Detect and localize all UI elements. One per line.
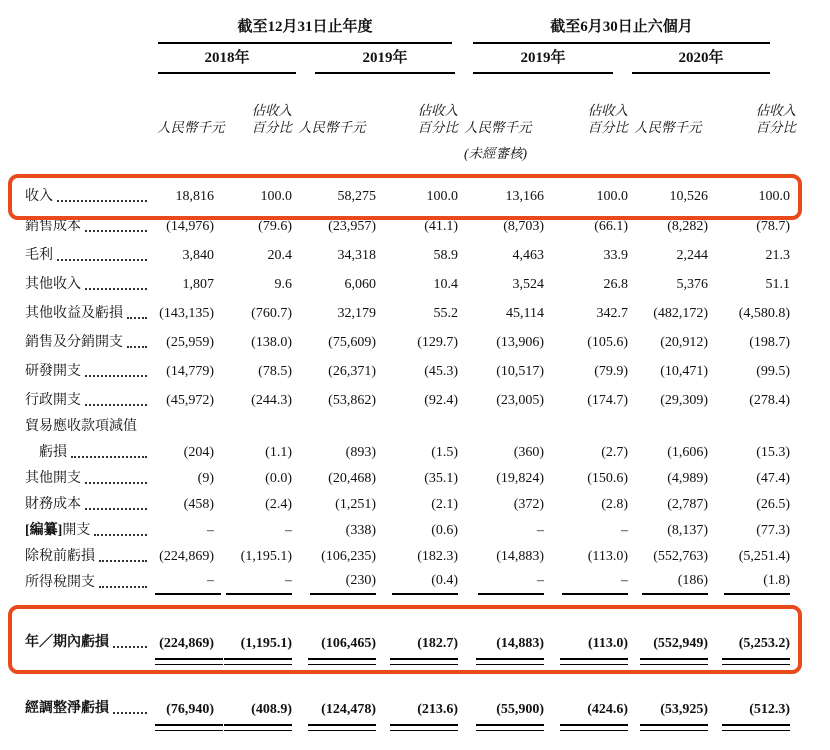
cell-value: (224,869) bbox=[159, 549, 214, 564]
cell-value: (35.1) bbox=[424, 471, 459, 486]
cell-value: – bbox=[548, 570, 632, 596]
table-row bbox=[15, 466, 800, 492]
dot-leader bbox=[85, 230, 147, 232]
cell-value: (25,959) bbox=[166, 334, 214, 350]
cell-value: (408.9) bbox=[218, 690, 296, 742]
table-row bbox=[15, 690, 800, 742]
cell-value: 4,463 bbox=[512, 247, 545, 263]
cell-value: (198.7) bbox=[749, 334, 791, 350]
cell-value: 100.0 bbox=[596, 189, 629, 204]
cell-value: (105.6) bbox=[587, 334, 629, 350]
table-row bbox=[15, 492, 800, 518]
financial-summary-table bbox=[15, 6, 800, 742]
table-row bbox=[15, 415, 800, 439]
cell-value: (66.1) bbox=[594, 218, 629, 234]
year-header-2019: 2019年 bbox=[296, 44, 462, 74]
row-label: 虧損 bbox=[39, 444, 67, 460]
dot-leader bbox=[57, 259, 147, 261]
table-body bbox=[15, 162, 800, 742]
year-header-2018: 2018年 bbox=[155, 44, 296, 74]
row-label: 除稅前虧損 bbox=[25, 549, 95, 564]
cell-value: (424.6) bbox=[548, 690, 632, 742]
table-row bbox=[15, 357, 800, 386]
cell-value: (230) bbox=[296, 570, 380, 596]
cell-value: (29,309) bbox=[660, 392, 709, 408]
row-label-cell bbox=[15, 299, 155, 328]
cell-value: 9.6 bbox=[274, 276, 292, 292]
row-label-cell bbox=[15, 212, 155, 241]
cell-value: (2.7) bbox=[601, 444, 629, 460]
cell-value: (20,468) bbox=[328, 471, 376, 486]
cell-value: (55,900) bbox=[462, 690, 548, 742]
cell-value: (482,172) bbox=[653, 305, 709, 321]
cell-value: (79.9) bbox=[594, 363, 629, 379]
table-row bbox=[15, 386, 800, 415]
colheader-rmb-2019: 人民幣千元 bbox=[298, 120, 366, 135]
year-header-2020-interim: 2020年 bbox=[632, 44, 800, 74]
row-label-cell bbox=[15, 241, 155, 270]
cell-value: – bbox=[621, 523, 629, 538]
year-header-2019-interim: 2019年 bbox=[462, 44, 632, 74]
row-label-cell bbox=[15, 182, 155, 212]
cell-value: (1,606) bbox=[667, 444, 709, 460]
dot-leader bbox=[127, 317, 147, 319]
cell-value: – bbox=[537, 523, 545, 538]
dot-leader bbox=[85, 288, 147, 290]
cell-value: (45.3) bbox=[424, 363, 459, 379]
cell-value: (19,824) bbox=[496, 471, 545, 486]
cell-value: (0.6) bbox=[431, 523, 459, 538]
cell-value: (15.3) bbox=[756, 444, 791, 460]
table-row bbox=[15, 182, 800, 212]
cell-value: (1,195.1) bbox=[240, 549, 292, 564]
cell-value: – bbox=[462, 570, 548, 596]
dot-leader bbox=[85, 482, 147, 484]
cell-value: (8,137) bbox=[667, 523, 709, 538]
cell-value: 342.7 bbox=[596, 305, 629, 321]
dot-leader bbox=[113, 646, 147, 648]
group-header-year-ended-dec31 bbox=[155, 6, 462, 44]
table-row bbox=[15, 328, 800, 357]
cell-value: (2.8) bbox=[601, 497, 629, 512]
cell-value: (76,940) bbox=[155, 690, 218, 742]
unit-header-row bbox=[15, 74, 800, 162]
colheader-rmb-2020-interim: 人民幣千元 bbox=[634, 120, 702, 135]
unaudited-note: (未經審核) bbox=[464, 146, 528, 161]
cell-value: 3,840 bbox=[182, 247, 214, 263]
cell-value: 34,318 bbox=[337, 247, 376, 263]
cell-value: (26.5) bbox=[756, 497, 791, 512]
cell-value: 100.0 bbox=[426, 189, 459, 204]
cell-value: 58.9 bbox=[433, 247, 459, 263]
cell-value: (99.5) bbox=[756, 363, 791, 379]
table-row bbox=[15, 241, 800, 270]
cell-value: (1,195.1) bbox=[218, 624, 296, 676]
cell-value: – bbox=[218, 570, 296, 596]
colheader-rmb-2018: 人民幣千元 bbox=[157, 120, 225, 135]
cell-value: (244.3) bbox=[251, 392, 292, 408]
cell-value: (5,251.4) bbox=[738, 549, 791, 564]
cell-value: (45,972) bbox=[166, 392, 214, 408]
year-header-row bbox=[15, 44, 800, 74]
cell-value: (1.5) bbox=[431, 444, 459, 460]
colheader-pct-2019-interim: 佔收入 百分比 bbox=[587, 103, 629, 135]
cell-value: 6,060 bbox=[344, 276, 376, 292]
table-row bbox=[15, 570, 800, 596]
cell-value: (204) bbox=[183, 444, 214, 460]
row-label-cell bbox=[15, 270, 155, 299]
dot-leader bbox=[99, 560, 147, 562]
row-label-cell bbox=[15, 518, 155, 544]
cell-value: (106,465) bbox=[296, 624, 380, 676]
table-row bbox=[15, 299, 800, 328]
row-label: 收入 bbox=[25, 189, 53, 204]
cell-value: – bbox=[155, 570, 218, 596]
dot-leader bbox=[71, 456, 147, 458]
row-label: 其他收益及虧損 bbox=[25, 305, 123, 321]
cell-value: (150.6) bbox=[587, 471, 629, 486]
colheader-rmb-2019-interim: 人民幣千元 (未經審核) bbox=[464, 120, 532, 161]
cell-value: 10.4 bbox=[433, 276, 459, 292]
cell-value: (182.7) bbox=[380, 624, 462, 676]
cell-value: (8,282) bbox=[667, 218, 709, 234]
dot-leader bbox=[127, 346, 147, 348]
cell-value: (372) bbox=[513, 497, 545, 512]
cell-value: 33.9 bbox=[603, 247, 629, 263]
cell-value: 26.8 bbox=[603, 276, 629, 292]
cell-value: 32,179 bbox=[337, 305, 376, 321]
cell-value: – bbox=[285, 523, 292, 538]
cell-value: (10,517) bbox=[496, 363, 545, 379]
cell-value: (10,471) bbox=[660, 363, 709, 379]
colheader-pct-2018: 佔收入 百分比 bbox=[251, 103, 292, 135]
row-label: 貿易應收款項減值 bbox=[25, 419, 137, 434]
row-label-cell bbox=[15, 439, 155, 466]
cell-value: 5,376 bbox=[676, 276, 709, 292]
cell-value: (224,869) bbox=[155, 624, 218, 676]
dot-leader bbox=[85, 375, 147, 377]
group-header-six-months-jun30 bbox=[462, 6, 800, 44]
cell-value: (8,703) bbox=[503, 218, 545, 234]
cell-value: 18,816 bbox=[175, 189, 214, 204]
cell-value: 100.0 bbox=[260, 189, 292, 204]
dot-leader bbox=[113, 712, 147, 714]
group-header-title: 截至6月30日止六個月 bbox=[473, 15, 770, 44]
spacer-row bbox=[15, 676, 800, 690]
row-label-cell bbox=[15, 544, 155, 570]
cell-value: (78.7) bbox=[756, 218, 791, 234]
table-row bbox=[15, 624, 800, 676]
cell-value: (182.3) bbox=[417, 549, 459, 564]
cell-value: (79.6) bbox=[258, 218, 292, 234]
cell-value: (14,976) bbox=[166, 218, 214, 234]
cell-value: 1,807 bbox=[182, 276, 214, 292]
cell-value: (9) bbox=[197, 471, 214, 486]
cell-value: (2.4) bbox=[265, 497, 292, 512]
table-row bbox=[15, 544, 800, 570]
cell-value: (14,883) bbox=[496, 549, 545, 564]
period-group-header-row bbox=[15, 6, 800, 44]
cell-value: 51.1 bbox=[765, 276, 791, 292]
cell-value: (53,925) bbox=[632, 690, 712, 742]
cell-value: (2,787) bbox=[667, 497, 709, 512]
cell-value: (174.7) bbox=[587, 392, 629, 408]
cell-value: 20.4 bbox=[267, 247, 292, 263]
cell-value: 21.3 bbox=[765, 247, 791, 263]
cell-value: (124,478) bbox=[296, 690, 380, 742]
row-label: 其他開支 bbox=[25, 471, 81, 486]
row-label: 開支 bbox=[62, 523, 91, 538]
cell-value: (1,251) bbox=[335, 497, 376, 512]
cell-value: (13,906) bbox=[496, 334, 545, 350]
dot-leader bbox=[85, 508, 147, 510]
row-label-cell bbox=[15, 690, 155, 742]
row-label: 其他收入 bbox=[25, 276, 81, 292]
row-label-cell bbox=[15, 415, 155, 439]
dot-leader bbox=[57, 200, 147, 202]
cell-value: (213.6) bbox=[380, 690, 462, 742]
row-label: 經調整淨虧損 bbox=[25, 701, 109, 716]
cell-value: (75,609) bbox=[328, 334, 376, 350]
spacer-row bbox=[15, 162, 800, 182]
cell-value: (760.7) bbox=[251, 305, 292, 321]
cell-value: 2,244 bbox=[676, 247, 709, 263]
cell-value: (77.3) bbox=[756, 523, 791, 538]
row-label-cell bbox=[15, 492, 155, 518]
cell-value: (41.1) bbox=[424, 218, 459, 234]
row-label: 行政開支 bbox=[25, 392, 81, 408]
cell-value: 100.0 bbox=[758, 189, 791, 204]
cell-value: (2.1) bbox=[431, 497, 459, 512]
row-label-cell bbox=[15, 624, 155, 676]
cell-value: (138.0) bbox=[251, 334, 292, 350]
cell-value: 10,526 bbox=[669, 189, 709, 204]
label-column-header bbox=[15, 6, 155, 44]
row-label: 年／期內虧損 bbox=[25, 635, 109, 650]
cell-value: (0.0) bbox=[265, 471, 292, 486]
cell-value: (26,371) bbox=[328, 363, 376, 379]
cell-value: (113.0) bbox=[548, 624, 632, 676]
cell-value: (552,763) bbox=[653, 549, 709, 564]
row-label-cell bbox=[15, 386, 155, 415]
cell-value: (278.4) bbox=[749, 392, 791, 408]
cell-value: (4,580.8) bbox=[738, 305, 791, 321]
cell-value: – bbox=[207, 523, 214, 538]
cell-value: (92.4) bbox=[424, 392, 459, 408]
spacer-row bbox=[15, 596, 800, 624]
cell-value: (23,957) bbox=[328, 218, 376, 234]
cell-value: (20,912) bbox=[660, 334, 709, 350]
cell-value: (53,862) bbox=[328, 392, 376, 408]
colheader-pct-2020-interim: 佔收入 百分比 bbox=[755, 103, 797, 135]
cell-value: (78.5) bbox=[258, 363, 292, 379]
cell-value: 13,166 bbox=[505, 189, 545, 204]
cell-value: (186) bbox=[632, 570, 712, 596]
cell-value: (47.4) bbox=[756, 471, 791, 486]
row-label: 財務成本 bbox=[25, 497, 81, 512]
cell-value: (14,779) bbox=[166, 363, 214, 379]
row-label-cell bbox=[15, 570, 155, 596]
row-label: 銷售成本 bbox=[25, 218, 81, 234]
row-label-cell bbox=[15, 466, 155, 492]
cell-value: (338) bbox=[345, 523, 376, 538]
cell-value: (129.7) bbox=[417, 334, 459, 350]
cell-value: (113.0) bbox=[587, 549, 629, 564]
row-label: 研發開支 bbox=[25, 363, 81, 379]
dot-leader bbox=[99, 586, 147, 588]
cell-value: (143,135) bbox=[159, 305, 214, 321]
row-label: 毛利 bbox=[25, 247, 53, 263]
table-row bbox=[15, 518, 800, 544]
cell-value: (552,949) bbox=[632, 624, 712, 676]
colheader-pct-2019: 佔收入 百分比 bbox=[417, 103, 459, 135]
table-row bbox=[15, 212, 800, 241]
cell-value: (458) bbox=[183, 497, 214, 512]
row-label-cell bbox=[15, 328, 155, 357]
cell-value: (1.8) bbox=[712, 570, 800, 596]
row-label: 銷售及分銷開支 bbox=[25, 334, 123, 350]
cell-value: 45,114 bbox=[506, 305, 545, 321]
dot-leader bbox=[94, 534, 147, 536]
row-label: 所得稅開支 bbox=[25, 575, 95, 590]
cell-value: (360) bbox=[513, 444, 545, 460]
group-header-title: 截至12月31日止年度 bbox=[158, 15, 452, 44]
cell-value: (106,235) bbox=[321, 549, 376, 564]
cell-value: (14,883) bbox=[462, 624, 548, 676]
cell-value: (23,005) bbox=[496, 392, 545, 408]
cell-value: (4,989) bbox=[667, 471, 709, 486]
row-label-cell bbox=[15, 357, 155, 386]
cell-value: (0.4) bbox=[380, 570, 462, 596]
dot-leader bbox=[85, 404, 147, 406]
cell-value: 58,275 bbox=[337, 189, 376, 204]
cell-value: (512.3) bbox=[712, 690, 800, 742]
cell-value: (893) bbox=[345, 444, 376, 460]
cell-value: (1.1) bbox=[265, 444, 292, 460]
table-row bbox=[15, 439, 800, 466]
cell-value: (5,253.2) bbox=[712, 624, 800, 676]
row-label-redacted-prefix: [編纂] bbox=[25, 523, 63, 538]
cell-value: 55.2 bbox=[433, 305, 459, 321]
cell-value: 3,524 bbox=[512, 276, 545, 292]
table-row bbox=[15, 270, 800, 299]
